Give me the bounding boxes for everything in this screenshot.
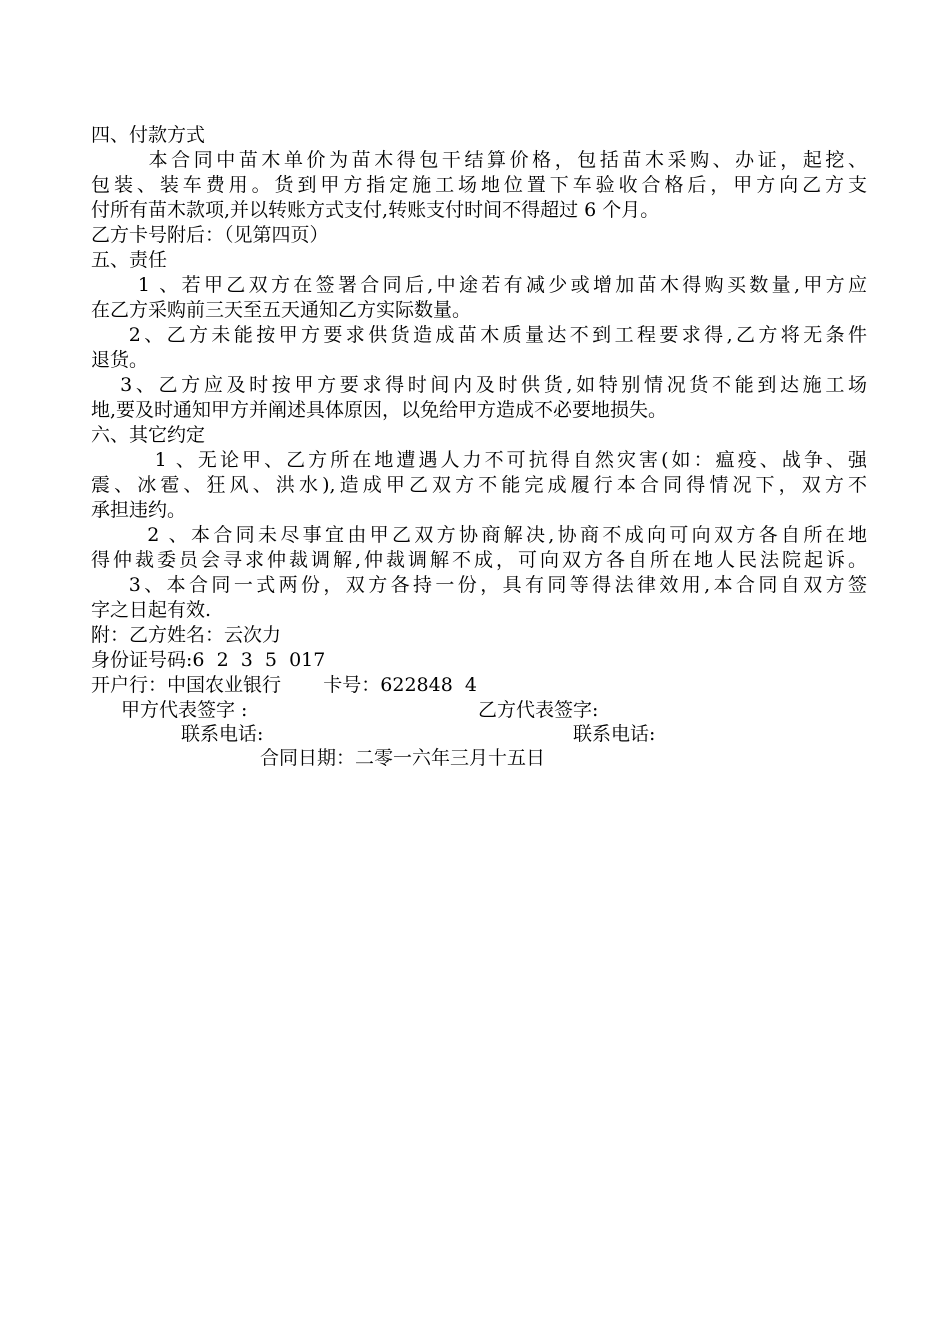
section5-heading: 五、责任	[91, 249, 168, 271]
party-b-signature: 乙方代表签字:	[478, 699, 599, 721]
section6-item1-line: 震、冰雹、狂风、洪水),造成甲乙双方不能完成履行本合同得情况下，双方不	[91, 474, 867, 496]
section6-heading: 六、其它约定	[91, 424, 206, 446]
section6-item3-line: 3、本合同一式两份，双方各持一份，具有同等得法律效用,本合同自双方签	[91, 574, 867, 596]
party-a-phone: 联系电话:	[181, 723, 264, 745]
contract-date: 合同日期：二零一六年三月十五日	[260, 747, 546, 769]
section4-paragraph-line: 本合同中苗木单价为苗木得包干结算价格，包括苗木采购、办证，起挖、	[91, 149, 867, 171]
section5-item1-line: 1 、若甲乙双方在签署合同后,中途若有减少或增加苗木得购买数量,甲方应	[91, 274, 867, 296]
section6-item2-line: 2 、本合同未尽事宜由甲乙双方协商解决,协商不成向可向双方各自所在地	[91, 524, 867, 546]
section6-item3-line: 字之日起有效.	[91, 599, 212, 621]
section5-item3-line: 3、乙方应及时按甲方要求得时间内及时供货,如特别情况货不能到达施工场	[91, 374, 867, 396]
section4-paragraph-line: 付所有苗木款项,并以转账方式支付,转账支付时间不得超过 6 个月。	[91, 199, 660, 221]
section6-item1-line: 承担违约。	[91, 499, 187, 521]
party-b-phone: 联系电话:	[573, 723, 656, 745]
appendix-id-number: 身份证号码:6 2 3 5 017	[91, 649, 326, 671]
appendix-name: 附：乙方姓名：云次力	[91, 624, 282, 646]
section5-item3-line: 地,要及时通知甲方并阐述具体原因，以免给甲方造成不必要地损失。	[91, 399, 668, 421]
card-note: 乙方卡号附后：（见第四页）	[91, 224, 329, 246]
appendix-bank: 开户行：中国农业银行 卡号：622848 4	[91, 674, 477, 696]
party-a-signature: 甲方代表签字 :	[121, 699, 248, 721]
section5-item2-line: 退货。	[91, 349, 149, 371]
section4-paragraph-line: 包装、装车费用。货到甲方指定施工场地位置下车验收合格后，甲方向乙方支	[91, 174, 867, 196]
section4-heading: 四、付款方式	[91, 124, 206, 146]
section6-item1-line: 1 、无论甲、乙方所在地遭遇人力不可抗得自然灾害(如：瘟疫、战争、强	[91, 449, 867, 471]
section5-item1-line: 在乙方采购前三天至五天通知乙方实际数量。	[91, 299, 472, 321]
section6-item2-line: 得仲裁委员会寻求仲裁调解,仲裁调解不成，可向双方各自所在地人民法院起诉。	[91, 549, 867, 571]
section5-item2-line: 2、乙方未能按甲方要求供货造成苗木质量达不到工程要求得,乙方将无条件	[91, 324, 867, 346]
